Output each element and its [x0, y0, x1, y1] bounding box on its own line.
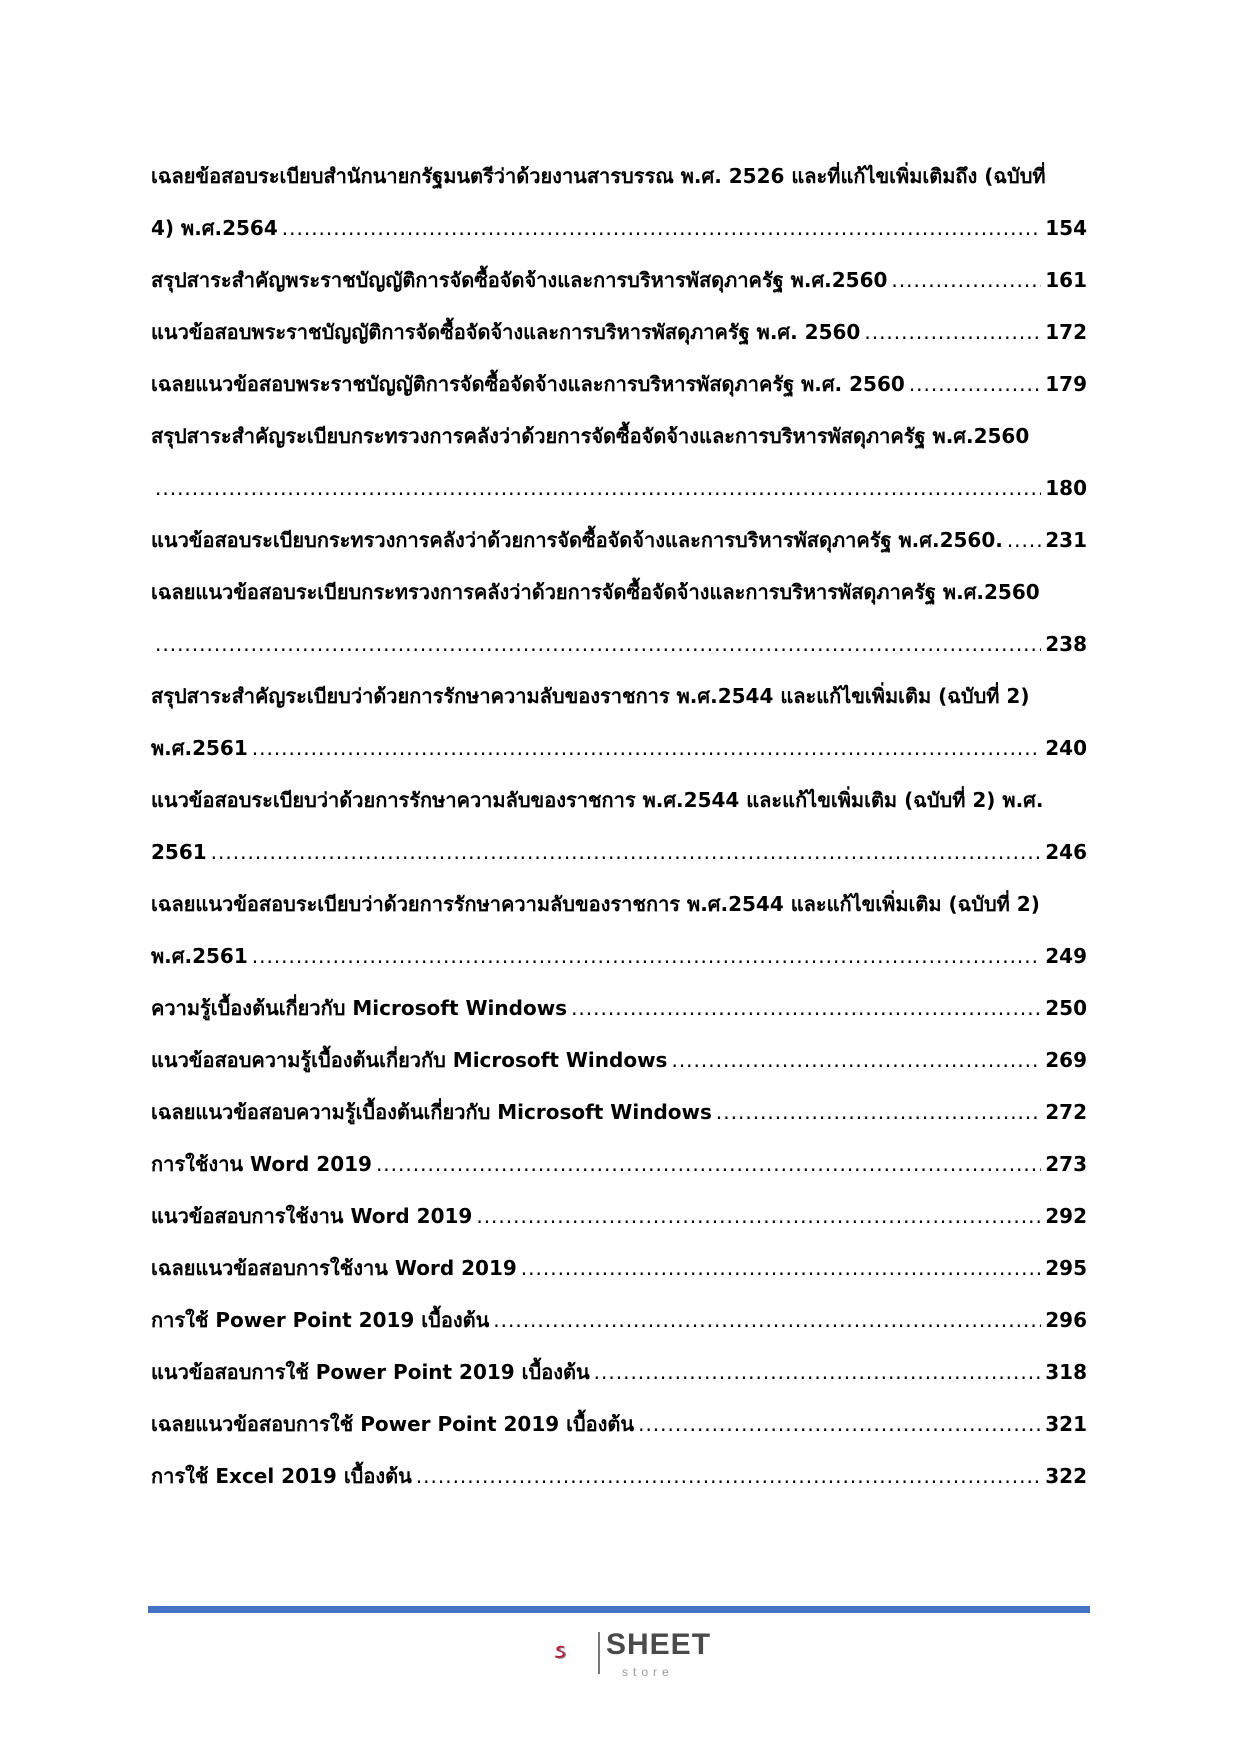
- toc-entry[interactable]: [151, 306, 1087, 358]
- toc-page-number: 273: [1045, 1152, 1087, 1176]
- toc-leader-dots: [252, 722, 1042, 774]
- toc-page-number: 321: [1045, 1412, 1087, 1436]
- toc-leader-dots: [252, 930, 1042, 982]
- toc-page-number: 250: [1045, 996, 1087, 1020]
- toc-page-number: 179: [1045, 372, 1087, 396]
- toc-entry-title: สรุปสาระสำคัญพระราชบัญญัติการจัดซื้อจัดจ้างและการบริหารพัสดุภาครัฐ พ.ศ.2560: [151, 268, 888, 292]
- toc-entry-title: การใช้ Excel 2019 เบื้องต้น: [151, 1464, 412, 1488]
- toc-entry[interactable]: [151, 1086, 1087, 1138]
- toc-entry[interactable]: [151, 1398, 1087, 1450]
- sheet-store-logo-icon: [554, 1624, 600, 1680]
- toc-entry-title-line1: เฉลยแนวข้อสอบระเบียบว่าด้วยการรักษาความลับของราชการ พ.ศ.2544 และแก้ไขเพิ่มเติม (ฉบับที่ 2): [151, 892, 1040, 916]
- table-of-contents: [151, 150, 1087, 1502]
- toc-leader-dots: [891, 254, 1041, 306]
- logo-subtext: store: [622, 1665, 674, 1679]
- toc-entry[interactable]: [151, 1346, 1087, 1398]
- toc-entry-title-line1: สรุปสาระสำคัญระเบียบกระทรวงการคลังว่าด้วยการจัดซื้อจัดจ้างและการบริหารพัสดุภาครัฐ พ.ศ.2560: [151, 424, 1030, 448]
- toc-entry[interactable]: [151, 1138, 1087, 1190]
- toc-entry-title-line1: สรุปสาระสำคัญระเบียบว่าด้วยการรักษาความลับของราชการ พ.ศ.2544 และแก้ไขเพิ่มเติม (ฉบับที่ 2): [151, 684, 1030, 708]
- toc-leader-dots: [864, 306, 1041, 358]
- toc-entry-title: 4) พ.ศ.2564: [151, 216, 278, 240]
- toc-leader-dots: [493, 1294, 1041, 1346]
- toc-entry-title-line1: เฉลยข้อสอบระเบียบสำนักนายกรัฐมนตรีว่าด้วยงานสารบรรณ พ.ศ. 2526 และที่แก้ไขเพิ่มเติมถึง (ฉบับที่: [151, 164, 1046, 188]
- toc-entry-title: เฉลยแนวข้อสอบการใช้งาน Word 2019: [151, 1256, 517, 1280]
- toc-leader-dots: [909, 358, 1041, 410]
- toc-page-number: 238: [1045, 632, 1087, 656]
- toc-entry[interactable]: [151, 1034, 1087, 1086]
- toc-leader-dots: [282, 202, 1041, 254]
- toc-entry-title: พ.ศ.2561: [151, 944, 248, 968]
- toc-entry-title: พ.ศ.2561: [151, 736, 248, 760]
- toc-leader-dots: [638, 1398, 1041, 1450]
- toc-leader-dots: [416, 1450, 1041, 1502]
- toc-entry[interactable]: [151, 514, 1087, 566]
- toc-page-number: 249: [1045, 944, 1087, 968]
- toc-page-number: 161: [1045, 268, 1087, 292]
- toc-entry-title: การใช้ Power Point 2019 เบื้องต้น: [151, 1308, 490, 1332]
- toc-entry-title: แนวข้อสอบการใช้ Power Point 2019 เบื้องต้น: [151, 1360, 590, 1384]
- toc-page-number: 318: [1045, 1360, 1087, 1384]
- toc-entry[interactable]: [151, 566, 1087, 670]
- toc-entry-title-line1: แนวข้อสอบระเบียบว่าด้วยการรักษาความลับของราชการ พ.ศ.2544 และแก้ไขเพิ่มเติม (ฉบับที่ 2) พ.ศ.: [151, 788, 1044, 812]
- toc-entry-title: การใช้งาน Word 2019: [151, 1152, 372, 1176]
- toc-page-number: 172: [1045, 320, 1087, 344]
- toc-leader-dots: [716, 1086, 1041, 1138]
- toc-page-number: 295: [1045, 1256, 1087, 1280]
- toc-leader-dots: [571, 982, 1041, 1034]
- toc-entry[interactable]: [151, 358, 1087, 410]
- toc-entry[interactable]: [151, 410, 1087, 514]
- toc-entry-title: แนวข้อสอบระเบียบกระทรวงการคลังว่าด้วยการจัดซื้อจัดจ้างและการบริหารพัสดุภาครัฐ พ.ศ.2560.: [151, 528, 1003, 552]
- footer-rule: [148, 1606, 1090, 1613]
- toc-page-number: 296: [1045, 1308, 1087, 1332]
- toc-page-number: 240: [1045, 736, 1087, 760]
- toc-entry-title: เฉลยแนวข้อสอบการใช้ Power Point 2019 เบื้องต้น: [151, 1412, 635, 1436]
- toc-page-number: 322: [1045, 1464, 1087, 1488]
- toc-entry[interactable]: [151, 1242, 1087, 1294]
- toc-entry[interactable]: [151, 670, 1087, 774]
- toc-entry-title: ความรู้เบื้องต้นเกี่ยวกับ Microsoft Windows: [151, 996, 568, 1020]
- toc-leader-dots: [155, 618, 1041, 670]
- toc-entry-title: 2561: [151, 840, 207, 864]
- toc-page-number: 292: [1045, 1204, 1087, 1228]
- toc-leader-dots: [476, 1190, 1041, 1242]
- logo-wordmark: SHEET: [606, 1628, 712, 1661]
- toc-leader-dots: [671, 1034, 1041, 1086]
- toc-entry[interactable]: [151, 1190, 1087, 1242]
- toc-page-number: 269: [1045, 1048, 1087, 1072]
- toc-leader-dots: [594, 1346, 1042, 1398]
- toc-entry[interactable]: [151, 1450, 1087, 1502]
- toc-leader-dots: [1007, 514, 1041, 566]
- toc-entry-title: เฉลยแนวข้อสอบความรู้เบื้องต้นเกี่ยวกับ Microsoft Windows: [151, 1100, 712, 1124]
- toc-entry[interactable]: [151, 150, 1087, 254]
- toc-page-number: 272: [1045, 1100, 1087, 1124]
- toc-page-number: 246: [1045, 840, 1087, 864]
- toc-entry[interactable]: [151, 982, 1087, 1034]
- toc-entry-title-line1: เฉลยแนวข้อสอบระเบียบกระทรวงการคลังว่าด้วยการจัดซื้อจัดจ้างและการบริหารพัสดุภาครัฐ พ.ศ.2560: [151, 580, 1040, 604]
- toc-leader-dots: [521, 1242, 1041, 1294]
- toc-page-number: 154: [1045, 216, 1087, 240]
- toc-entry[interactable]: [151, 254, 1087, 306]
- toc-entry-title: แนวข้อสอบความรู้เบื้องต้นเกี่ยวกับ Microsoft Windows: [151, 1048, 668, 1072]
- toc-entry-title: แนวข้อสอบการใช้งาน Word 2019: [151, 1204, 473, 1228]
- toc-entry-title: แนวข้อสอบพระราชบัญญัติการจัดซื้อจัดจ้างและการบริหารพัสดุภาครัฐ พ.ศ. 2560: [151, 320, 861, 344]
- toc-leader-dots: [155, 462, 1041, 514]
- toc-entry-title: เฉลยแนวข้อสอบพระราชบัญญัติการจัดซื้อจัดจ้างและการบริหารพัสดุภาครัฐ พ.ศ. 2560: [151, 372, 905, 396]
- toc-entry[interactable]: [151, 774, 1087, 878]
- logo-divider: [598, 1632, 600, 1674]
- toc-page-number: 231: [1045, 528, 1087, 552]
- toc-entry[interactable]: [151, 878, 1087, 982]
- toc-leader-dots: [211, 826, 1042, 878]
- toc-entry[interactable]: [151, 1294, 1087, 1346]
- toc-leader-dots: [376, 1138, 1041, 1190]
- toc-page-number: 180: [1045, 476, 1087, 500]
